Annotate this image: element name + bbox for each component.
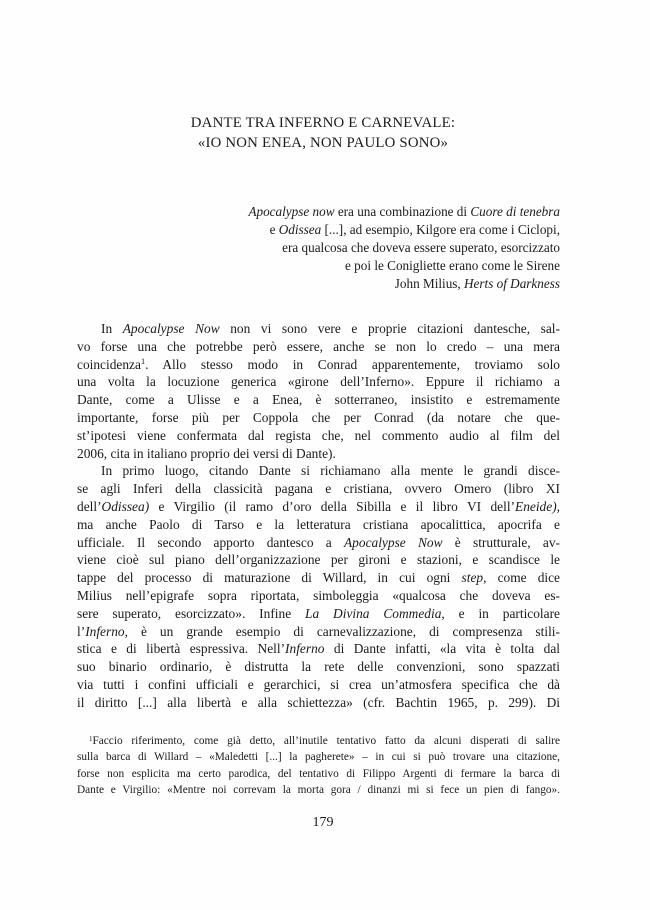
text-run: era qualcosa che doveva essere superato, esorcizzato [282,240,560,255]
text-run: . Allo stesso modo in Conrad apparentemente, troviamo solo [145,356,560,372]
italic-run: Cuore di tenebra [470,204,560,219]
text-run: vo forse una che potrebbe però essere, anche se non lo credo – una mera [77,338,560,354]
text-run: , e in particolare [441,605,560,621]
text-run: di Dante infatti, «la vita è tolta dal [324,641,560,657]
body-line [77,534,560,552]
text-run: viene cioè sul piano dell’organizzazione per gironi e stazioni, e scandisce le [77,552,560,568]
text-run: e poi le Conigliette erano come le Sirene [345,258,560,273]
text-run: Dante, come a Ulisse e a Enea, è sotterraneo, insistito e estremamente [77,392,560,408]
text-run: via tutti i confini ufficiali e gerarchici, si crea un’atmosfera specifica che dà [77,676,560,692]
text-run: sere superato, esorcizzato». Infine [77,605,306,621]
text-run: se agli Inferi della classicità pagana e cristiana, ovvero Omero (libro XI [77,481,560,497]
italic-run: Inferno [285,641,325,657]
body-line [77,427,560,445]
epigraph-line [110,203,560,221]
text-run: , come dice [483,570,560,586]
footnote-line [77,749,560,765]
epigraph-line [110,257,560,275]
body-line [77,605,560,623]
body-line [77,498,560,516]
chapter-title-line: DANTE TRA INFERNO E CARNEVALE: [190,115,456,131]
text-run: sulla barca di Willard – «Maledetti [...] la pagherete» – in cui si può trovare una citazione, [77,751,560,764]
text-run: e [269,222,279,237]
body-line [77,373,560,391]
body-line [77,640,560,658]
text-run: John Milius, [394,276,465,291]
text-run: In primo luogo, citando Dante si richiamano alla mente le grandi disce- [101,463,560,479]
footnote-marker: 1 [89,734,93,743]
text-run: suo binario ordinario, è distrutta la rete delle convenzioni, sono spazzati [77,659,560,675]
body-line [77,356,560,374]
body-line [77,676,560,694]
body-line [77,516,560,534]
text-run: , è un grande esempio di carnevalizzazione, di compresenza stili- [124,623,560,639]
text-run: Faccio riferimento, come già detto, all’inutile tentativo fatto da alcuni disperati di salire [92,735,560,747]
text-run: In [101,321,123,336]
body-line [77,320,560,338]
text-run: era una combinazione di [334,204,471,219]
body-line [77,462,560,480]
text-run: dell’ [77,498,102,514]
body-line [77,694,560,712]
text-run: è strutturale, av- [442,534,560,550]
text-run: stica e di libertà espressiva. Nell’ [77,641,286,657]
epigraph-line [110,221,560,239]
text-run: non vi sono vere e proprie citazioni dantesche, sal- [219,321,560,336]
italic-run: Apocalypse now [248,204,335,219]
italic-run: Odissea) [101,498,150,514]
text-run: 2006, cita in italiano proprio dei versi di Dante). [77,445,336,461]
text-run: coincidenza [77,356,141,372]
text-run: il diritto [...] alla libertà e alla schiettezza» (cfr. Bachtin 1965, p. 299). Di [77,694,560,710]
epigraph-line [110,275,560,293]
paragraph [77,320,560,462]
body-line [77,587,560,605]
text-run: ma anche Paolo di Tarso e la letteratura cristiana apocalittica, apocrifa e [77,516,560,532]
body-line [77,391,560,409]
footnote-marker: 1 [140,357,146,367]
text-run: l’ [77,623,86,639]
body-line [77,658,560,676]
body-line [77,551,560,569]
italic-run: Apocalypse Now [344,534,443,550]
italic-run: Odissea [278,222,322,237]
body-line [77,569,560,587]
body-line [77,480,560,498]
body-line [77,338,560,356]
italic-run: step [461,570,484,586]
footnote-line [77,782,560,798]
text-run: tappe del processo di maturazione di Willard, in cui ogni [77,570,462,586]
italic-run: Inferno [85,623,125,639]
text-run: una volta la locuzione generica «girone dell’Inferno». Eppure il richiamo a [77,374,560,390]
italic-run: Herts of Darkness [464,276,560,291]
epigraph [110,203,560,293]
chapter-title [0,113,646,153]
italic-run: Eneide), [515,498,560,514]
body-line [77,623,560,641]
text-run: Milius nell’epigrafe sopra riportata, simboleggia «qualcosa che doveva es- [77,587,560,603]
italic-run: La Divina Commedia [305,605,442,621]
body-line [77,409,560,427]
text-run: e Virgilio (il ramo d’oro della Sibilla e il libro VI dell’ [149,498,516,514]
footnote-line [77,766,560,782]
paragraph [77,462,560,711]
text-run: forse non esplicita ma certo parodica, del tentativo di Filippo Argenti di fermare la barca di [77,767,560,780]
text-run: st’ipotesi viene confermata dal regista che, nel commento audio al film del [77,427,560,443]
italic-run: Apocalypse Now [122,321,220,336]
footnote [77,733,560,798]
footnote-line [77,733,560,749]
text-run: Dante e Virgilio: «Mentre noi correvam la morta gora / dinanzi mi si fece un pien di fango». [77,783,560,796]
body-text [77,320,560,712]
body-line [77,445,560,463]
text-run: ufficiale. Il secondo apporto dantesco a [77,534,344,550]
epigraph-line [110,239,560,257]
text-run: importante, forse più per Coppola che per Conrad (da notare che que- [77,409,560,425]
page-number: 179 [312,815,334,830]
text-run: [...], ad esempio, Kilgore era come i Ciclopi, [321,222,560,237]
chapter-subtitle-line: «IO NON ENEA, NON PAULO SONO» [197,135,449,151]
